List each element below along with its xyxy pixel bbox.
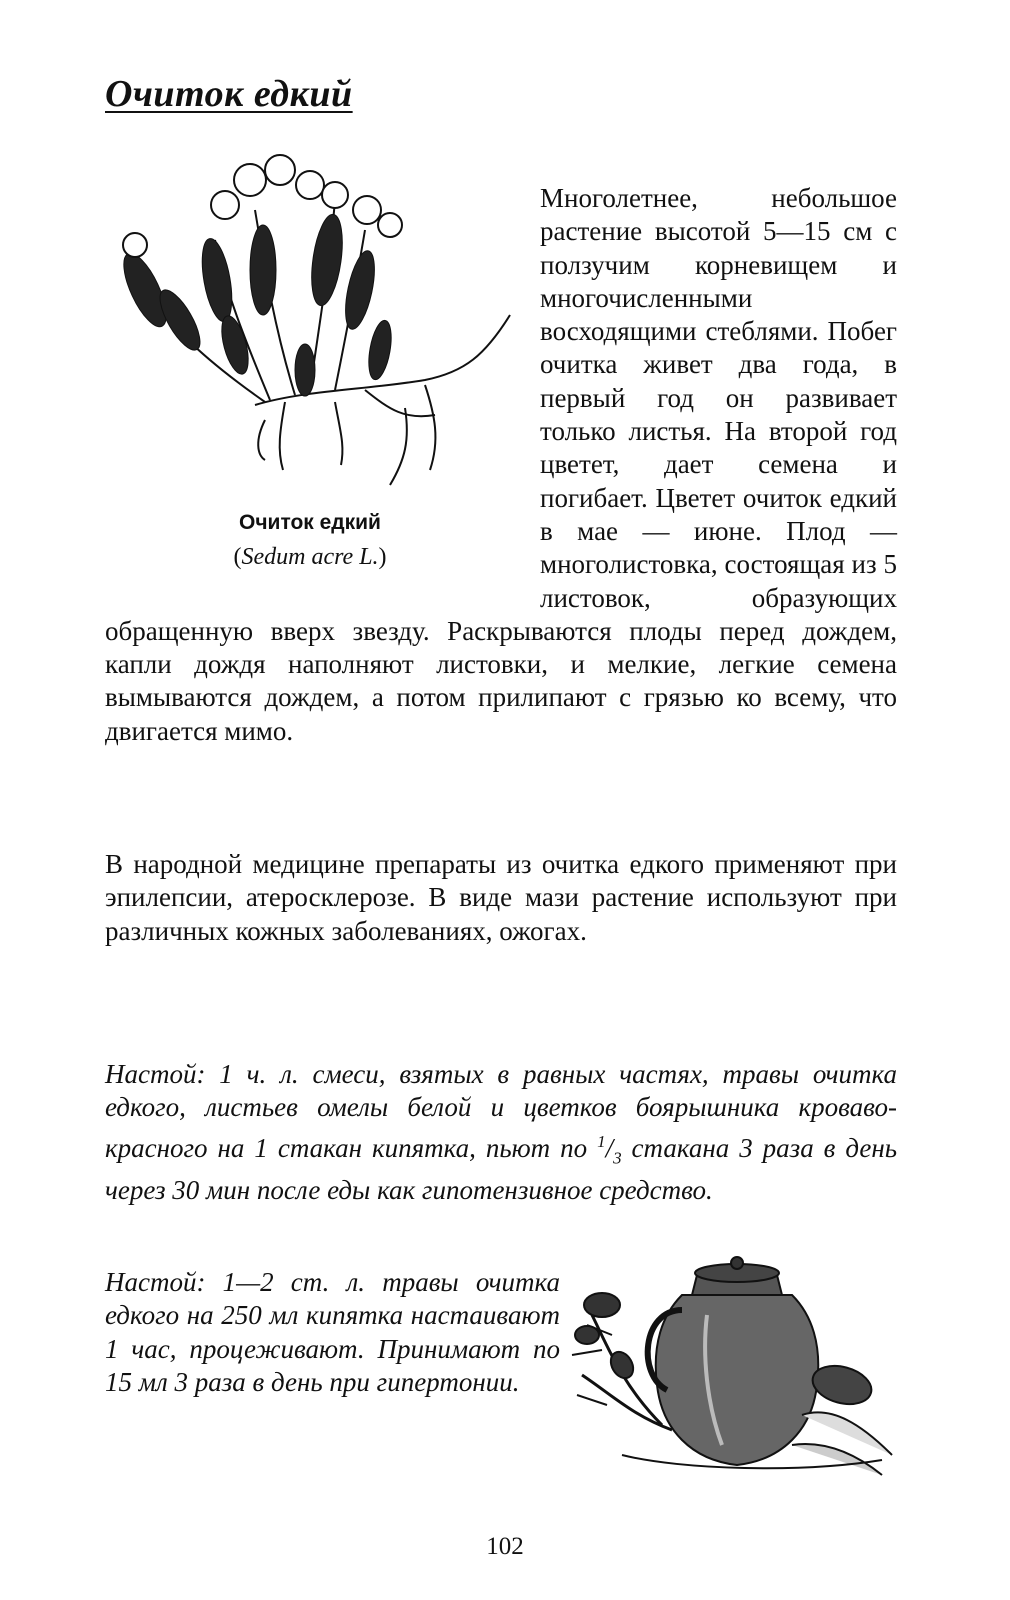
clay-jug-icon	[562, 1255, 902, 1485]
figure-text-wrap-space	[105, 182, 540, 602]
jug-illustration	[562, 1255, 902, 1485]
intro-text: Многолетнее, небольшое растение высотой 5—15 см с ползучим корневищем и многочисленными восходящими стеблями. Побег очитка живет два года, в первый год он развивает только листья. На второй год цветет, дает семена и погибает. Цветет очиток едкий в мае — июне. Плод — многолистовка, состоящая из 5 листовок, образующих обращенную вверх звезду. Раскрываются плоды перед дождем, капли дождя наполняют листовки, и мелкие, легкие семена вымываются дождем, а потом прилипают с грязью ко всему, что двигается мимо.	[105, 183, 897, 746]
page-title: Очиток едкий	[105, 73, 353, 115]
fraction-slash: /	[605, 1132, 614, 1163]
caption-paren-open: (	[233, 544, 242, 570]
recipe-paragraph-2: Настой: 1—2 ст. л. травы очитка едкого на 250 мл кипятка настаивают 1 час, процеживают. Принимают по 15 мл 3 раза в день при гипертонии.	[105, 1267, 560, 1397]
recipe1-text-end: стакана 3 раза в день через 30 мин после еды как гипотензивное средство.	[105, 1132, 897, 1206]
caption-title: Очиток едкий	[239, 511, 381, 534]
folk-medicine-paragraph: В народной медицине препараты из очитка едкого применяют при эпилепсии, атеросклерозе. В виде мази растение используют при различных кожных заболеваниях, ожогах.	[105, 849, 897, 946]
fraction-numerator: 1	[597, 1131, 606, 1151]
page-number: 102	[486, 1533, 524, 1560]
caption-latin-italic: Sedum acre L.	[241, 544, 379, 570]
intro-paragraph	[105, 182, 897, 748]
recipe-paragraph-1	[105, 1058, 897, 1208]
recipe1-text-start: Настой: 1 ч. л. смеси, взятых в равных частях, травы очитка едкого, листьев омелы белой и цветков боярышника кроваво-красного на 1 стакан кипятка, пьют по	[105, 1059, 897, 1163]
caption-paren-close: )	[378, 544, 387, 570]
fraction-denominator: 3	[613, 1147, 622, 1167]
